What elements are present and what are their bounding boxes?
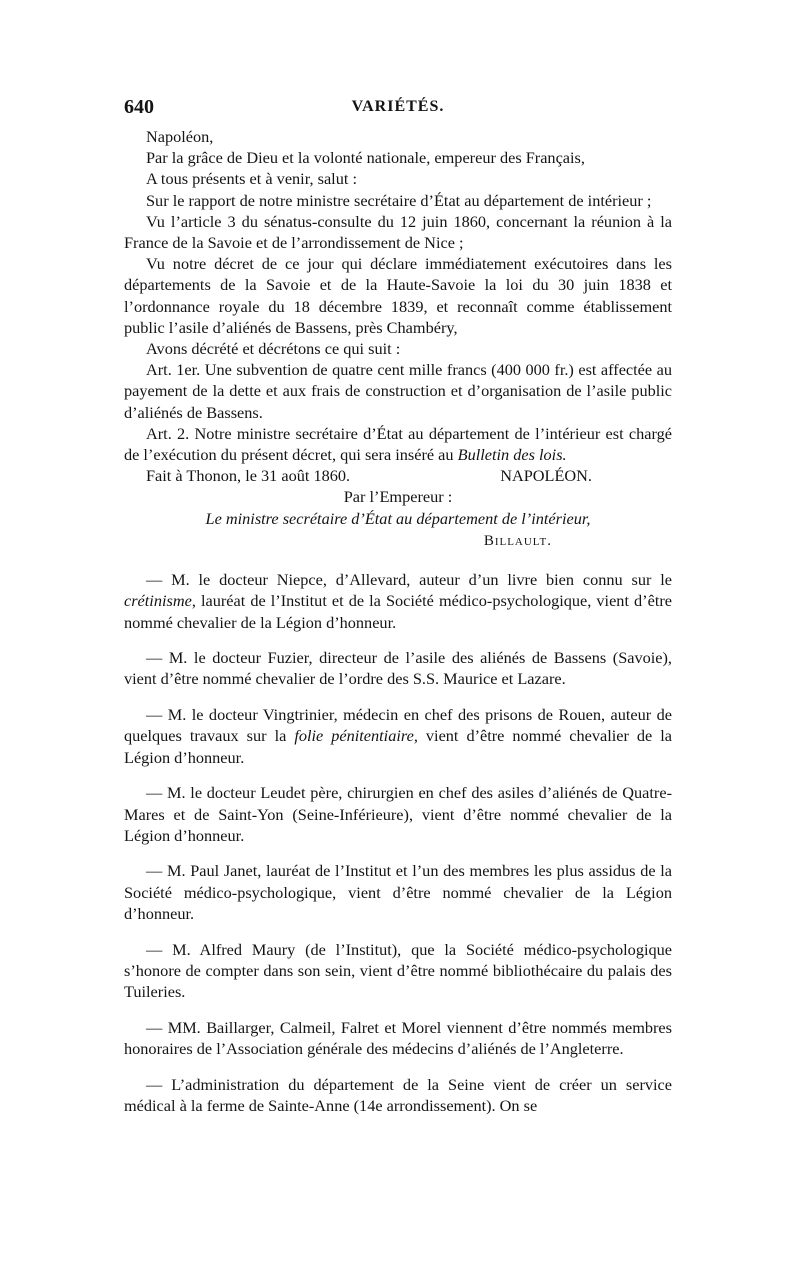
news-text: , lauréat de l’Institut et de la Société médico-psychologique, vient d’être nommé chevalier de la Légion d’honneur. [124, 591, 672, 632]
decree-article-2 [124, 423, 672, 465]
decree-line: A tous présents et à venir, salut : [146, 169, 357, 189]
decree-signature-napoleon: NAPOLÉON. [500, 466, 592, 486]
decree-line: Par la grâce de Dieu et la volonté nationale, empereur des Français, [146, 148, 585, 168]
news-text: — M. le docteur Vingtrinier, médecin en chef des prisons de Rouen, auteur de quelques travaux sur la [124, 704, 672, 746]
news-emphasis: folie pénitentiaire [294, 726, 414, 746]
decree-line: Sur le rapport de notre ministre secrétaire d’État au département de intérieur ; [146, 190, 652, 210]
news-item: — L’administration du département de la Seine vient de créer un service médical à la ferme de Sainte-Anne (14e arrondissement). On se [124, 1074, 672, 1115]
decree-line: Vu l’article 3 du sénatus-consulte du 12 juin 1860, concernant la réunion à la France de la Savoie et de l’arrondissement de Nice ; [124, 211, 672, 253]
article-2-text: Art. 2. Notre ministre secrétaire d’État au département de l’intérieur est chargé de l’exécution du présent décret, qui sera inséré au [124, 423, 672, 465]
page-number: 640 [124, 96, 154, 118]
decree-signer: Billault. [483, 532, 552, 549]
news-item: — M. Paul Janet, lauréat de l’Institut et l’un des membres les plus assidus de la Société médico-psychologique, vient d’être nommé chevalier de la Légion d’honneur. [124, 861, 672, 924]
news-item: — MM. Baillarger, Calmeil, Falret et Morel viennent d’être nommés membres honoraires de l’Association générale des médecins d’aliénés de l’Angleterre. [124, 1017, 672, 1059]
news-item: — M. Alfred Maury (de l’Institut), que la Société médico-psychologique s’honore de compter dans son sein, vient d’être nommé bibliothécaire du palais des Tuileries. [124, 939, 672, 1002]
running-title: VARIÉTÉS. [351, 98, 445, 115]
decree-line: Vu notre décret de ce jour qui déclare immédiatement exécutoires dans les départements de la Savoie et de la Haute-Savoie la loi du 30 juin 1838 et l’ordonnance royale du 18 décembre 1839, et reconnaît comme établissement public l’asile d’aliénés de Bassens, près Chambéry, [124, 254, 672, 337]
news-item: — M. le docteur Leudet père, chirurgien en chef des asiles d’aliénés de Quatre-Mares et de Saint-Yon (Seine-Inférieure), vient d’être nommé chevalier de la Légion d’honneur. [124, 783, 672, 845]
decree [124, 126, 672, 553]
page-header [124, 96, 672, 126]
news-text: , vient d’être nommé chevalier de la Légion d’honneur. [124, 726, 672, 767]
news-item [124, 704, 672, 768]
news-emphasis: crétinisme [124, 591, 192, 611]
page [124, 96, 672, 1130]
decree-par-empereur: Par l’Empereur : [343, 487, 453, 507]
decree-line: Avons décrété et décrétons ce qui suit : [146, 339, 401, 359]
decree-date-line [124, 465, 672, 486]
news-item: — M. le docteur Fuzier, directeur de l’asile des aliénés de Bassens (Savoie), vient d’être nommé chevalier de l’ordre des S.S. Maurice et Lazare. [124, 648, 672, 689]
news-text: — M. le docteur Niepce, d’Allevard, auteur d’un livre bien connu sur le [146, 569, 672, 589]
bulletin-title: Bulletin des lois. [457, 445, 567, 465]
decree-place-date: Fait à Thonon, le 31 août 1860. [146, 466, 351, 486]
decree-article-1: Art. 1er. Une subvention de quatre cent mille francs (400 000 fr.) est affectée au payement de la dette et aux frais de construction et d’organisation de l’asile public d’aliénés de Bassens. [124, 360, 672, 422]
decree-minister-title: Le ministre secrétaire d’État au département de l’intérieur, [205, 508, 591, 528]
decree-salutation: Napoléon, [146, 127, 214, 146]
news-item [124, 569, 672, 633]
